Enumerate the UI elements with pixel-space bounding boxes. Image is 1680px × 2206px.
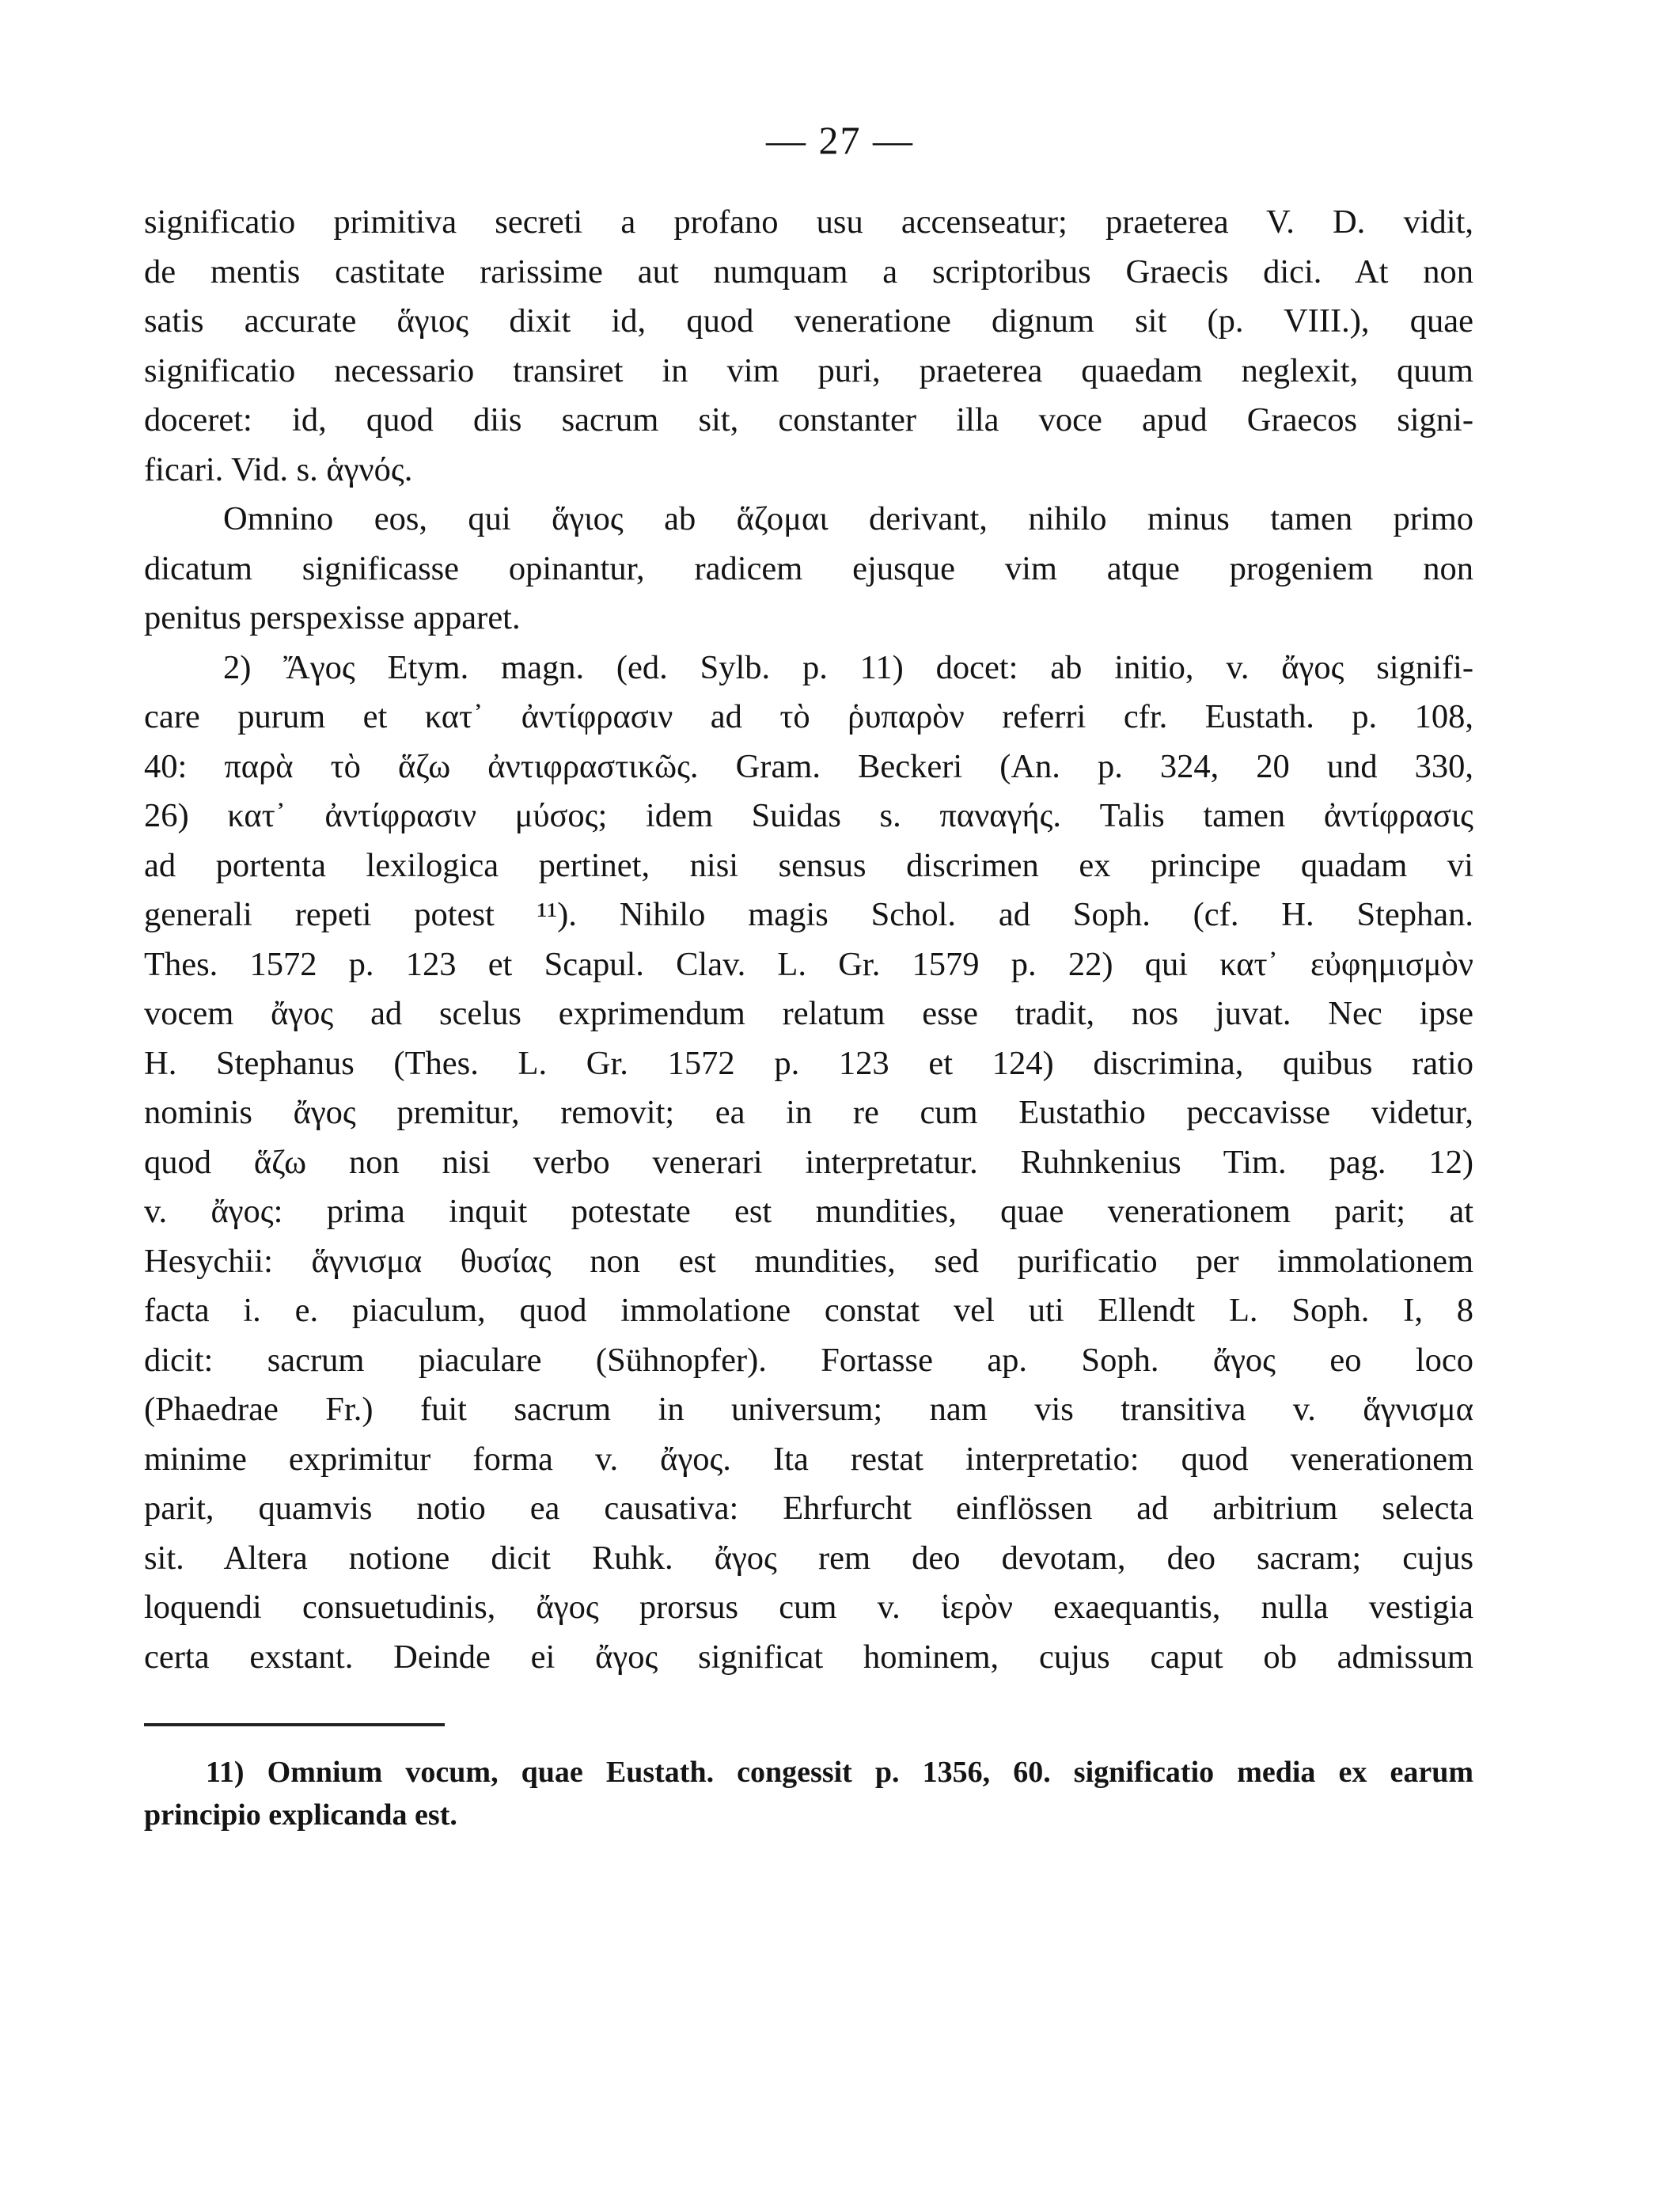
text-line: significatio necessario transiret in vim puri, praeterea quaedam neglexit, quum xyxy=(144,351,1473,389)
text-line: vocem ἄγος ad scelus exprimendum relatum esse tradit, nos juvat. Nec ipse xyxy=(144,995,1473,1032)
text-line: satis accurate ἅγιος dixit id, quod veneratione dignum sit (p. VIII.), quae xyxy=(144,302,1473,340)
text-line: parit, quamvis notio ea causativa: Ehrfurcht einflössen ad arbitrium selecta xyxy=(144,1490,1473,1527)
text-line: certa exstant. Deinde ei ἄγος significat hominem, cujus caput ob admissum xyxy=(144,1638,1473,1676)
footnote xyxy=(144,1751,1473,1836)
text-line: v. ἄγος: prima inquit potestate est mundities, quae venerationem parit; at xyxy=(144,1193,1473,1230)
text-line: de mentis castitate rarissime aut numquam a scriptoribus Graecis dici. At non xyxy=(144,252,1473,290)
text-line: significatio primitiva secreti a profano usu accenseatur; praeterea V. D. vidit, xyxy=(144,203,1473,241)
text-line: 40: παρὰ τὸ ἅζω ἀντιφραστικῶς. Gram. Beckeri (An. p. 324, 20 und 330, xyxy=(144,747,1473,785)
text-line: dicatum significasse opinantur, radicem ejusque vim atque progeniem non xyxy=(144,549,1473,587)
text-line: generali repeti potest ¹¹). Nihilo magis Schol. ad Soph. (cf. H. Stephan. xyxy=(144,896,1473,933)
text-line: doceret: id, quod diis sacrum sit, constanter illa voce apud Graecos signi- xyxy=(144,401,1473,439)
text-line: 2) Ἄγος Etym. magn. (ed. Sylb. p. 11) docet: ab initio, v. ἄγος signifi- xyxy=(223,648,1473,686)
text-line: Hesychii: ἅγνισμα θυσίας non est mundities, sed purificatio per immolationem xyxy=(144,1242,1473,1280)
text-line: penitus perspexisse apparet. xyxy=(144,599,521,636)
text-line: H. Stephanus (Thes. L. Gr. 1572 p. 123 et 124) discrimina, quibus ratio xyxy=(144,1044,1473,1082)
text-line: nominis ἄγος premitur, removit; ea in re cum Eustathio peccavisse videtur, xyxy=(144,1094,1473,1131)
text-line: Omnino eos, qui ἅγιος ab ἅζομαι derivant, nihilo minus tamen primo xyxy=(223,500,1473,537)
text-line: 26) κατ᾽ ἀντίφρασιν μύσος; idem Suidas s. παναγής. Talis tamen ἀντίφρασις xyxy=(144,797,1473,834)
text-line: dicit: sacrum piaculare (Sühnopfer). Fortasse ap. Soph. ἄγος eo loco xyxy=(144,1341,1473,1379)
text-line: Thes. 1572 p. 123 et Scapul. Clav. L. Gr. 1579 p. 22) qui κατ᾽ εὐφημισμὸν xyxy=(144,945,1473,983)
text-line: minime exprimitur forma v. ἄγος. Ita restat interpretatio: quod venerationem xyxy=(144,1440,1473,1478)
footnote-line: 11) Omnium vocum, quae Eustath. congessit p. 1356, 60. significatio media ex earum xyxy=(206,1756,1473,1789)
text-line: ficari. Vid. s. ἁγνός. xyxy=(144,450,413,488)
text-line: facta i. e. piaculum, quod immolatione constat vel uti Ellendt L. Soph. I, 8 xyxy=(144,1292,1473,1329)
footnote-line: principio explicanda est. xyxy=(144,1798,457,1832)
text-line: (Phaedrae Fr.) fuit sacrum in universum; nam vis transitiva v. ἅγνισμα xyxy=(144,1391,1473,1428)
text-line: quod ἅζω non nisi verbo venerari interpretatur. Ruhnkenius Tim. pag. 12) xyxy=(144,1143,1473,1181)
page-number: — 27 — xyxy=(766,118,914,162)
text-line: sit. Altera notione dicit Ruhk. ἄγος rem deo devotam, deo sacram; cujus xyxy=(144,1539,1473,1577)
text-line: loquendi consuetudinis, ἄγος prorsus cum v. ἱερὸν exaequantis, nulla vestigia xyxy=(144,1589,1473,1626)
text-line: care purum et κατ᾽ ἀντίφρασιν ad τὸ ῥυπαρὸν referri cfr. Eustath. p. 108, xyxy=(144,698,1473,735)
text-line: ad portenta lexilogica pertinet, nisi sensus discrimen ex principe quadam vi xyxy=(144,846,1473,884)
footnote-separator xyxy=(144,1723,445,1726)
main-text xyxy=(144,198,1473,1682)
